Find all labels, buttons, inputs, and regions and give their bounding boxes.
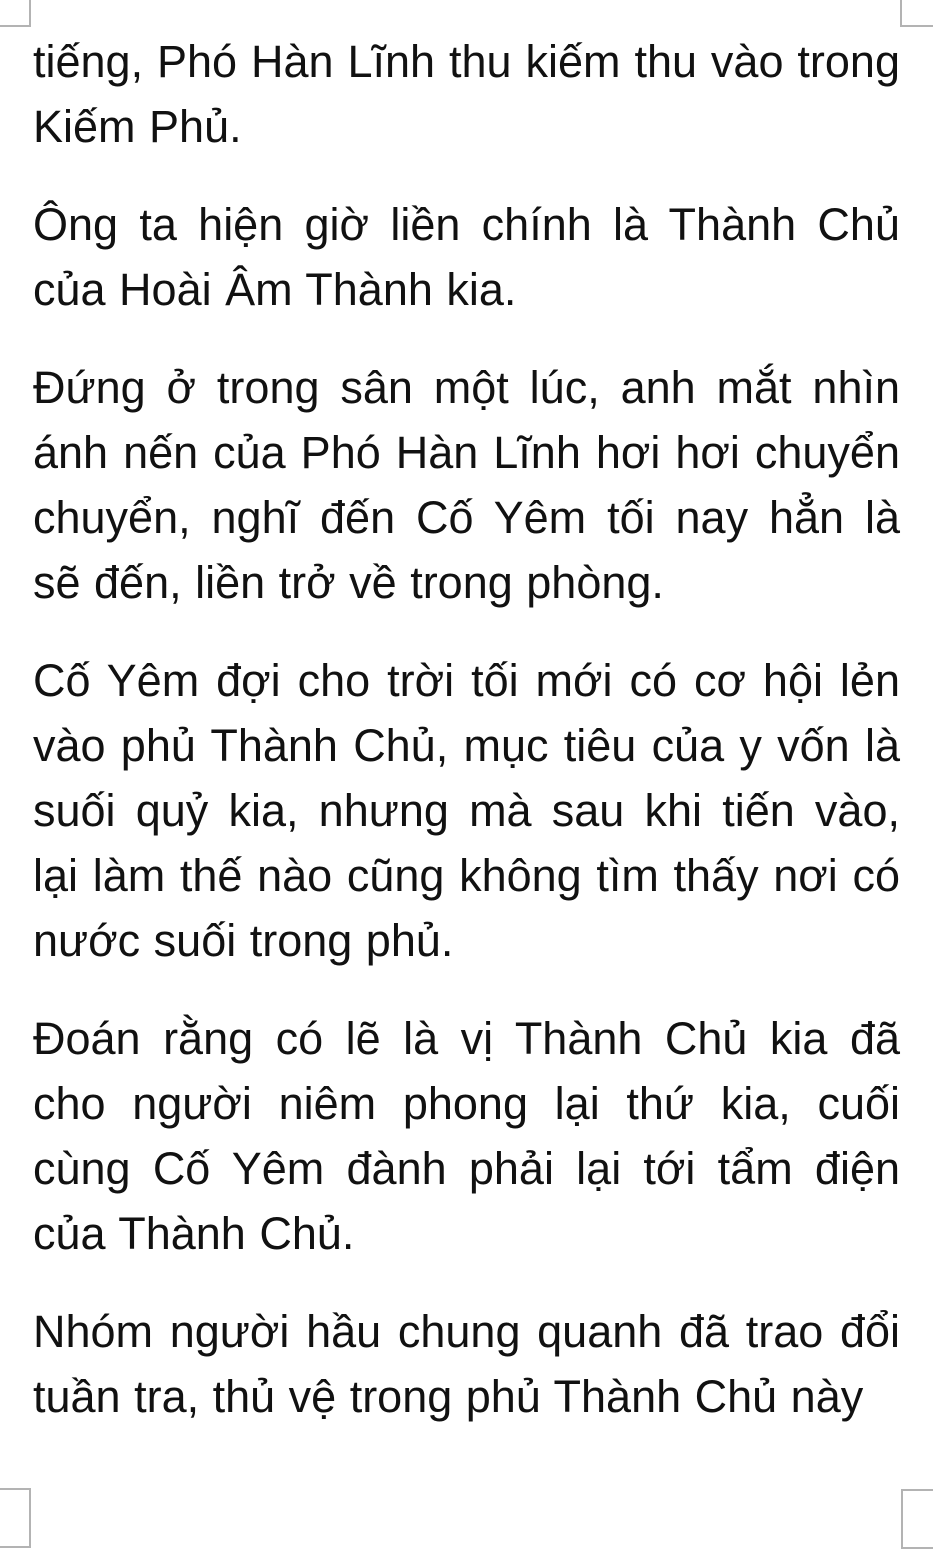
paragraph-5: Đoán rằng có lẽ là vị Thành Chủ kia đã cho người niêm phong lại thứ kia, cuối cùng Cố Yêm đành phải lại tới tẩm điện của Thành Chủ. bbox=[33, 1013, 900, 1259]
paragraph-1: tiếng, Phó Hàn Lĩnh thu kiếm thu vào trong Kiếm Phủ. bbox=[33, 36, 900, 152]
paragraph-3: Đứng ở trong sân một lúc, anh mắt nhìn ánh nến của Phó Hàn Lĩnh hơi hơi chuyển chuyển, nghĩ đến Cố Yêm tối nay hẳn là sẽ đến, liền trở về trong phòng. bbox=[33, 362, 900, 608]
paragraph-4: Cố Yêm đợi cho trời tối mới có cơ hội lẻn vào phủ Thành Chủ, mục tiêu của y vốn là suối quỷ kia, nhưng mà sau khi tiến vào, lại làm thế nào cũng không tìm thấy nơi có nước suối trong phủ. bbox=[33, 655, 900, 966]
paragraph-2: Ông ta hiện giờ liền chính là Thành Chủ của Hoài Âm Thành kia. bbox=[33, 199, 900, 315]
page-corner-mark-bottom-left bbox=[0, 1488, 31, 1548]
page-corner-mark-bottom-right bbox=[901, 1489, 933, 1549]
paragraph-6: Nhóm người hầu chung quanh đã trao đổi tuần tra, thủ vệ trong phủ Thành Chủ này bbox=[33, 1306, 900, 1422]
